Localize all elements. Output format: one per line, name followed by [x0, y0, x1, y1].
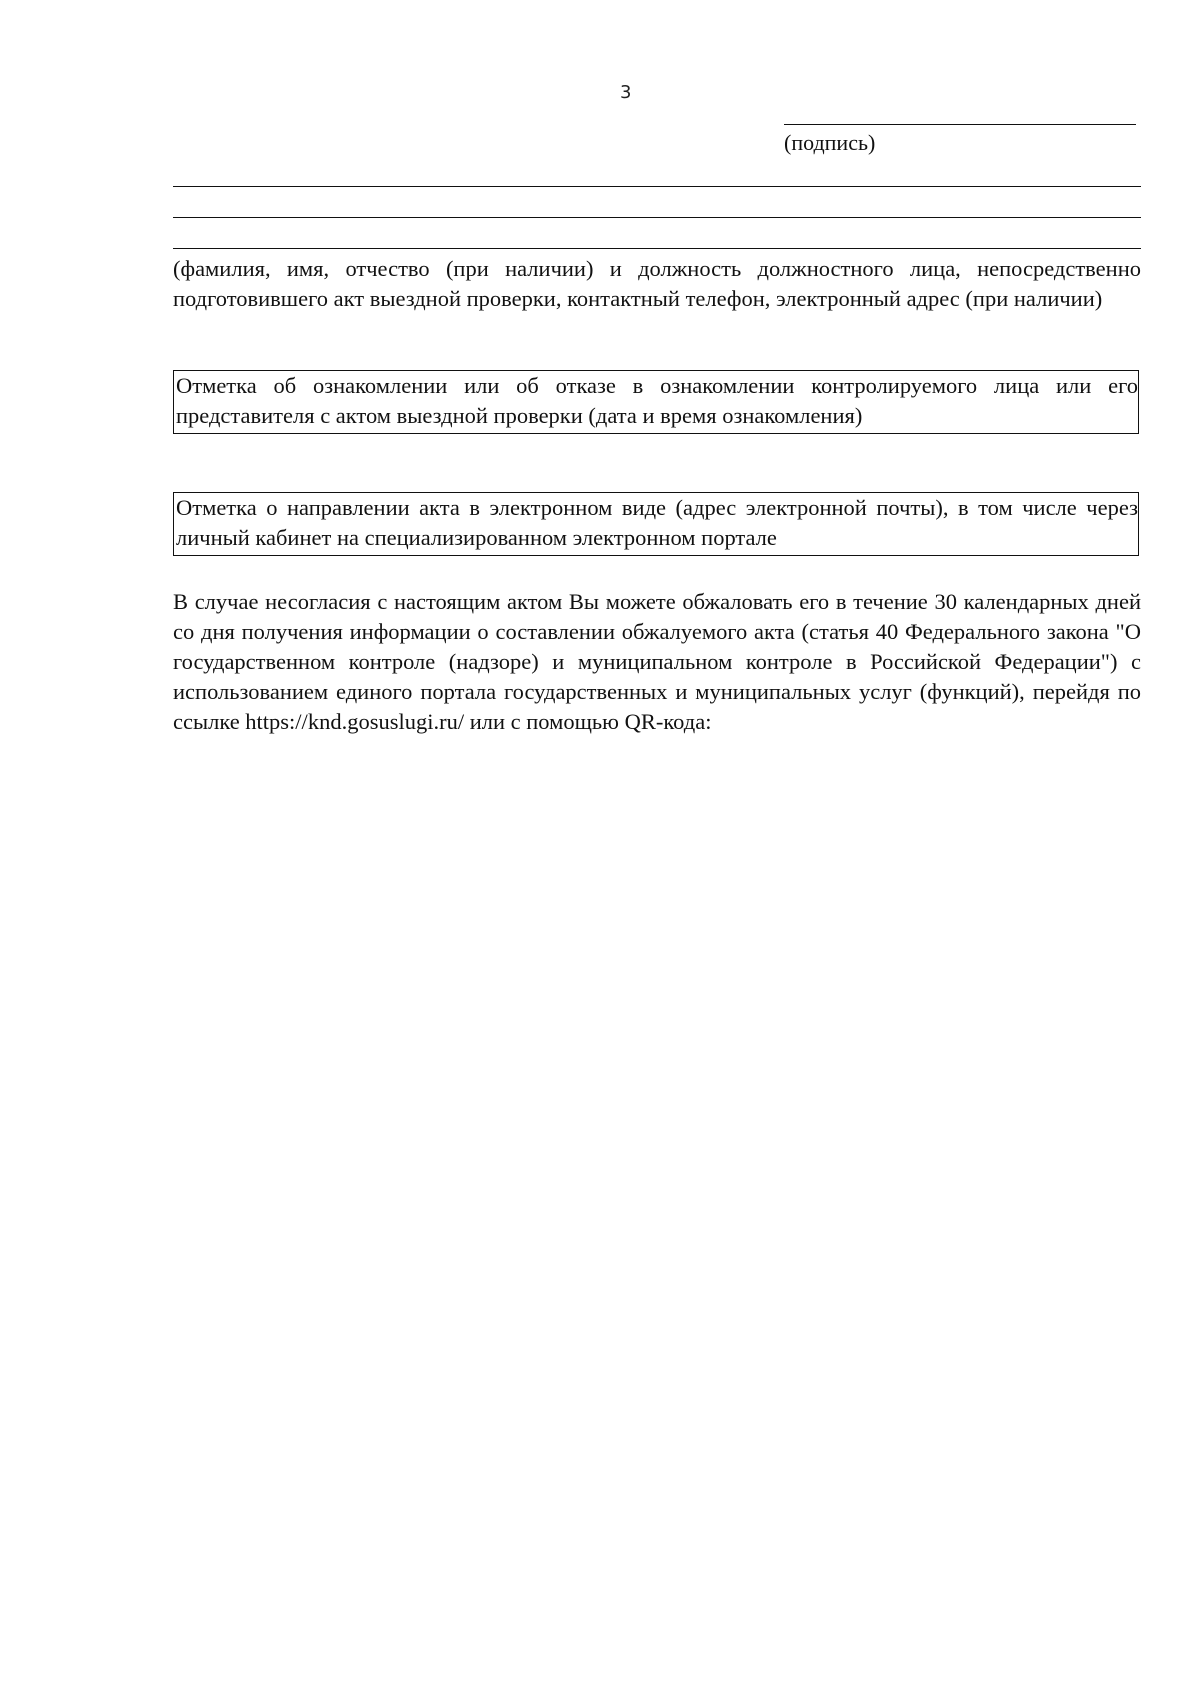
signature-line: [784, 124, 1136, 125]
official-info-caption: (фамилия, имя, отчество (при наличии) и должность должностного лица, непосредственно подготовившего акт выездной проверки, контактный телефон, электронный адрес (при наличии): [173, 256, 1141, 311]
acquaintance-mark-box: Отметка об ознакомлении или об отказе в ознакомлении контролируемого лица или его представителя с актом выездной проверки (дата и время ознакомления): [173, 370, 1139, 434]
appeal-paragraph: В случае несогласия с настоящим актом Вы можете обжаловать его в течение 30 календарных дней со дня получения информации о составлении обжалуемого акта (статья 40 Федерального закона "О государственном контроле (надзоре) и муниципальном контроле в Российской Федерации") с использованием единого портала государственных и муниципальных услуг (функций), перейдя по ссылке https://knd.gosuslugi.ru/ или с помощью QR-кода:: [173, 589, 1141, 734]
page-number: 3: [620, 82, 632, 103]
electronic-sending-mark-box: Отметка о направлении акта в электронном виде (адрес электронной почты), в том числе через личный кабинет на специализированном электронном портале: [173, 492, 1139, 556]
blank-line-1: [173, 186, 1141, 187]
blank-line-3: [173, 248, 1141, 249]
signature-caption: (подпись): [784, 130, 876, 155]
blank-line-2: [173, 217, 1141, 218]
